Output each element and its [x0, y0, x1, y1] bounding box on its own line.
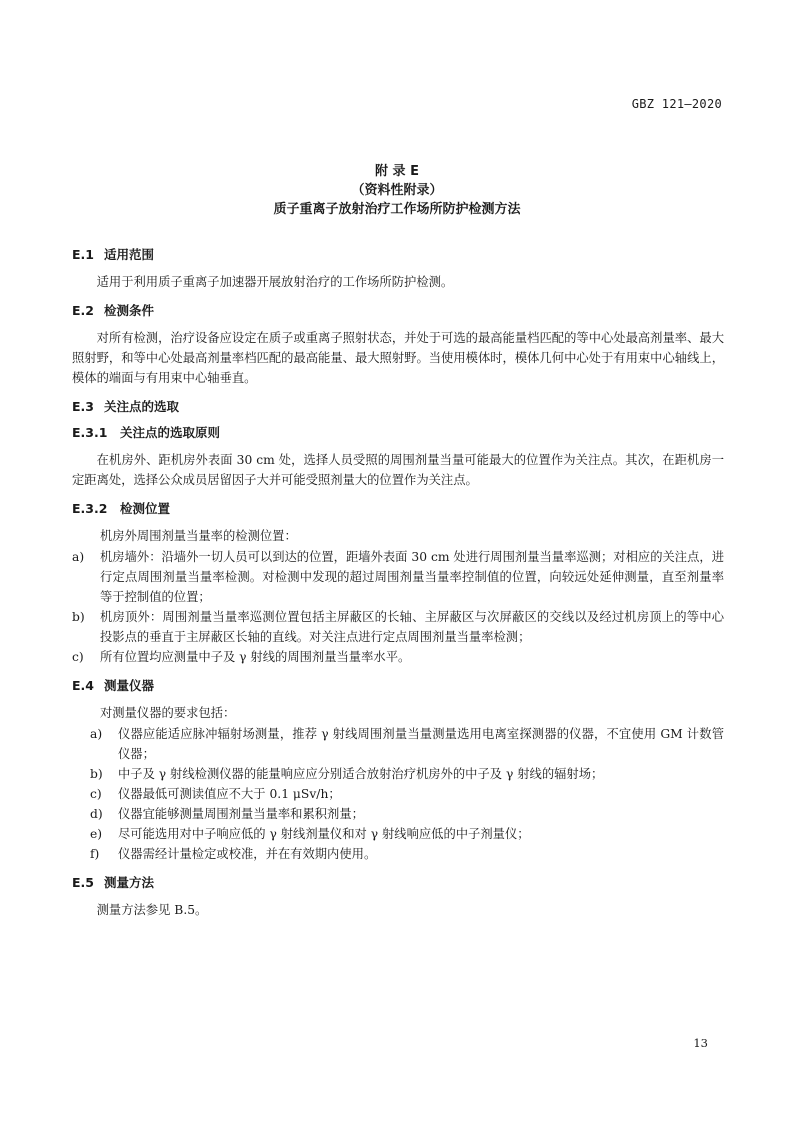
section-heading-e5 [72, 874, 724, 892]
section-heading-e3 [72, 398, 724, 416]
section-title: 适用范围 [104, 247, 155, 262]
section-title: 关注点的选取 [104, 399, 180, 414]
section-heading-e4 [72, 677, 724, 695]
list-item-text: 所有位置均应测量中子及 γ 射线的周围剂量当量率水平。 [100, 650, 411, 664]
list-item-text: 仪器应能适应脉冲辐射场测量，推荐 γ 射线周围剂量当量测量选用电离室探测器的仪器，不宜使用 GM 计数管仪器； [118, 727, 724, 761]
section-heading-e1 [72, 246, 724, 264]
section-e3-1-text: 在机房外、距机房外表面 30 cm 处，选择人员受照的周围剂量当量可能最大的位置作为关注点。其次，在距机房一定距离处，选择公众成员居留因子大并可能受照剂量大的位置作为关注点。 [72, 453, 724, 487]
section-number: E.5 [72, 875, 94, 890]
section-e3-2-intro: 机房外周围剂量当量率的检测位置： [100, 529, 297, 543]
section-e4-list [72, 724, 724, 864]
list-marker: e) [90, 827, 103, 841]
section-number: E.3.1 [72, 425, 108, 440]
list-item [72, 804, 724, 824]
section-e1-text: 适用于利用质子重离子加速器开展放射治疗的工作场所防护检测。 [96, 275, 454, 289]
document-body [72, 246, 724, 930]
list-marker: b) [72, 610, 85, 624]
appendix-title-block [0, 162, 794, 219]
section-heading-e3-2 [72, 500, 724, 518]
list-item-text: 尽可能选用对中子响应低的 γ 射线剂量仪和对 γ 射线响应低的中子剂量仪； [118, 827, 530, 841]
section-number: E.3.2 [72, 501, 108, 516]
list-item-text: 中子及 γ 射线检测仪器的能量响应应分别适合放射治疗机房外的中子及 γ 射线的辐射场； [118, 767, 604, 781]
section-e5-text: 测量方法参见 B.5。 [96, 903, 208, 917]
list-item-text: 仪器需经计量检定或校准，并在有效期内使用。 [118, 847, 377, 861]
section-title: 测量方法 [104, 875, 155, 890]
list-marker: c) [72, 650, 84, 664]
section-number: E.3 [72, 399, 94, 414]
list-marker: f) [90, 847, 100, 861]
list-marker: a) [72, 550, 85, 564]
list-item [72, 724, 724, 764]
section-title: 检测位置 [120, 501, 171, 516]
section-title: 检测条件 [104, 303, 155, 318]
section-heading-e3-1 [72, 424, 724, 442]
list-item [72, 547, 724, 607]
section-title: 测量仪器 [104, 678, 155, 693]
list-marker: c) [90, 787, 102, 801]
section-e4-intro: 对测量仪器的要求包括： [100, 706, 236, 720]
list-marker: d) [90, 807, 103, 821]
section-number: E.4 [72, 678, 94, 693]
list-item [72, 647, 724, 667]
appendix-label: 附 录 E [375, 164, 419, 179]
list-item [72, 824, 724, 844]
list-item-text: 机房墙外：沿墙外一切人员可以到达的位置，距墙外表面 30 cm 处进行周围剂量当量率巡测；对相应的关注点，进行定点周围剂量当量率检测。对检测中发现的超过周围剂量当量率控制值的位置，向较远处延伸测量，直至剂量率等于控制值的位置； [100, 550, 724, 604]
section-title: 关注点的选取原则 [120, 425, 221, 440]
list-item [72, 607, 724, 647]
appendix-type: （资料性附录） [351, 183, 443, 198]
list-item [72, 784, 724, 804]
section-number: E.1 [72, 247, 94, 262]
document-code: GBZ 121—2020 [631, 97, 722, 111]
section-heading-e2 [72, 302, 724, 320]
list-marker: b) [90, 767, 103, 781]
section-e3-2-list [72, 547, 724, 667]
list-item [72, 764, 724, 784]
list-item [72, 844, 724, 864]
list-item-text: 机房顶外：周围剂量当量率巡测位置包括主屏蔽区的长轴、主屏蔽区与次屏蔽区的交线以及经过机房顶上的等中心投影点的垂直于主屏蔽区长轴的直线。对关注点进行定点周围剂量当量率检测； [100, 610, 724, 644]
page-number: 13 [693, 1036, 708, 1050]
list-marker: a) [90, 727, 103, 741]
section-number: E.2 [72, 303, 94, 318]
list-item-text: 仪器最低可测读值应不大于 0.1 μSv/h； [118, 787, 341, 801]
section-e2-text: 对所有检测，治疗设备应设定在质子或重离子照射状态，并处于可选的最高能量档匹配的等中心处最高剂量率、最大照射野，和等中心处最高剂量率档匹配的最高能量、最大照射野。当使用模体时，模体几何中心处于有用束中心轴线上，模体的端面与有用束中心轴垂直。 [72, 331, 724, 385]
list-item-text: 仪器宜能够测量周围剂量当量率和累积剂量； [118, 807, 364, 821]
appendix-title: 质子重离子放射治疗工作场所防护检测方法 [273, 202, 521, 217]
